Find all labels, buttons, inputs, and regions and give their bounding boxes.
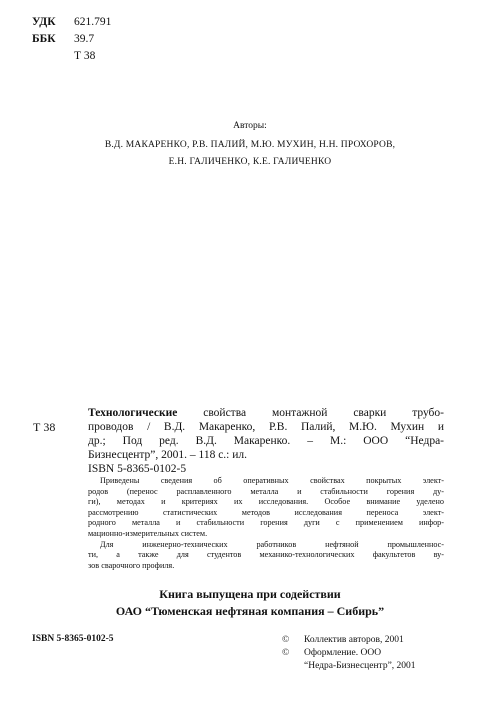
bibliographic-record bbox=[88, 406, 444, 476]
copyright-authors bbox=[282, 634, 462, 646]
authors-heading: Авторы: bbox=[233, 121, 267, 131]
copyright-icon: © bbox=[282, 648, 290, 658]
copyright-publisher: “Недра-Бизнесцентр”, 2001 bbox=[304, 661, 416, 671]
footer-isbn: ISBN 5-8365-0102-5 bbox=[32, 634, 114, 644]
author-mark-row bbox=[32, 50, 112, 64]
abstract-line: рассмотрению статистических методов исследования переноса элект- bbox=[88, 507, 444, 517]
abstract-line: ги), методах и критериях их исследования. Особое внимание уделено bbox=[88, 497, 444, 507]
bbk-label: ББК bbox=[32, 33, 56, 45]
support-line-2: ОАО “Тюменская нефтяная компания – Сибирь” bbox=[115, 604, 385, 618]
audience-line: зов сварочного профиля. bbox=[88, 560, 175, 570]
copyright-design bbox=[282, 647, 462, 659]
udk-row bbox=[32, 16, 112, 30]
audience-line: ти, а также для студентов механико-технологических факультетов ву- bbox=[88, 550, 444, 560]
authors-line-2: Е.Н. ГАЛИЧЕНКО, К.Е. ГАЛИЧЕНКО bbox=[168, 157, 332, 167]
bbk-row bbox=[32, 33, 112, 47]
abstract bbox=[88, 476, 444, 571]
bbk-value: 39.7 bbox=[74, 33, 95, 45]
copyright-design-text: Оформление. ООО bbox=[304, 648, 382, 658]
udk-value: 621.791 bbox=[74, 16, 112, 28]
bib-isbn: ISBN 5-8365-0102-5 bbox=[88, 463, 187, 475]
authors-line-1: В.Д. МАКАРЕНКО, Р.В. ПАЛИЙ, М.Ю. МУХИН, Н.Н. ПРОХОРОВ, bbox=[104, 140, 396, 150]
copyright-icon: © bbox=[282, 635, 290, 645]
bib-line-1 bbox=[88, 406, 444, 420]
bib-line-2: проводов / В.Д. Макаренко, Р.В. Палий, М.Ю. Мухин и bbox=[88, 421, 444, 433]
author-mark-value: Т 38 bbox=[74, 50, 96, 62]
audience-line: Для инженерно-технических работников нефтяной промышленнос- bbox=[100, 539, 444, 549]
copyright-authors-text: Коллектив авторов, 2001 bbox=[304, 635, 404, 645]
abstract-line: родов (перенос расплавленного металла и стабильности горения ду- bbox=[88, 486, 444, 496]
abstract-line: мационно-измерительных систем. bbox=[88, 528, 208, 538]
abstract-line: родного металла и стабильности горения дуги с применением инфор- bbox=[88, 518, 444, 528]
udk-label: УДК bbox=[32, 16, 56, 28]
abstract-line: Приведены сведения об оперативных свойствах покрытых элект- bbox=[100, 476, 444, 485]
book-title: Технологические bbox=[88, 407, 178, 419]
book-title-rest: свойства монтажной сварки трубо- bbox=[177, 407, 444, 419]
bib-line-4: Бизнесцентр”, 2001. – 118 с.: ил. bbox=[88, 449, 248, 461]
support-line-1: Книга выпущена при содействии bbox=[159, 587, 341, 601]
bib-line-3: др.; Под ред. В.Д. Макаренко. – М.: ООО “Недра- bbox=[88, 435, 444, 447]
bibliographic-code: Т 38 bbox=[33, 420, 56, 434]
